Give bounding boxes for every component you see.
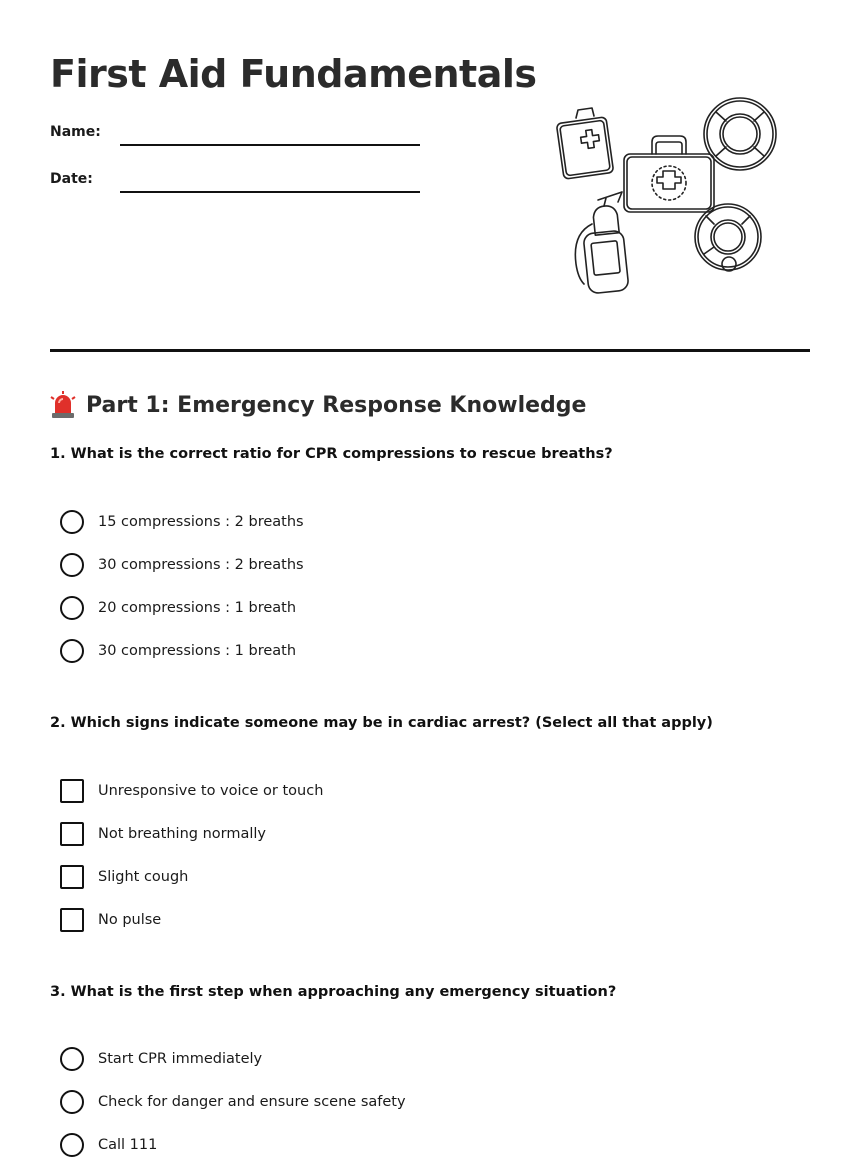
option-label: No pulse (98, 912, 162, 928)
option-label: 20 compressions : 1 breath (98, 600, 297, 616)
q3-option-2[interactable] (60, 1089, 406, 1115)
question-1: 1. What is the correct ratio for CPR compressions to rescue breaths? (50, 446, 613, 462)
radio-button[interactable] (60, 1090, 84, 1114)
medical-case-icon (624, 136, 714, 212)
first-aid-kit-icon (556, 108, 613, 179)
q1-option-1[interactable] (60, 509, 304, 535)
checkbox[interactable] (60, 779, 84, 803)
page-title: First Aid Fundamentals (50, 52, 537, 96)
radio-button[interactable] (60, 1047, 84, 1071)
option-label: Check for danger and ensure scene safety (98, 1094, 406, 1110)
q1-option-2[interactable] (60, 552, 304, 578)
date-field[interactable] (50, 169, 420, 199)
q1-option-4[interactable] (60, 638, 296, 664)
checkbox[interactable] (60, 908, 84, 932)
siren-icon (50, 391, 76, 419)
q2-option-1[interactable] (60, 778, 323, 804)
radio-button[interactable] (60, 1133, 84, 1157)
fire-extinguisher-icon (575, 192, 629, 294)
q2-option-4[interactable] (60, 907, 161, 933)
name-field[interactable] (50, 122, 420, 152)
name-label: Name: (50, 124, 101, 140)
checkbox[interactable] (60, 865, 84, 889)
option-label: 30 compressions : 2 breaths (98, 557, 304, 573)
radio-button[interactable] (60, 596, 84, 620)
first-aid-illustration (548, 92, 788, 298)
option-label: 30 compressions : 1 breath (98, 643, 297, 659)
option-label: 15 compressions : 2 breaths (98, 514, 304, 530)
option-label: Call 111 (98, 1137, 158, 1153)
date-label: Date: (50, 171, 93, 187)
part1-heading (50, 388, 586, 422)
option-label: Unresponsive to voice or touch (98, 783, 324, 799)
section-divider (50, 349, 810, 352)
life-ring-icon (695, 204, 761, 271)
radio-button[interactable] (60, 639, 84, 663)
q2-option-3[interactable] (60, 864, 188, 890)
q3-option-1[interactable] (60, 1046, 262, 1072)
name-input-line[interactable] (120, 144, 420, 146)
date-input-line[interactable] (120, 191, 420, 193)
checkbox[interactable] (60, 822, 84, 846)
radio-button[interactable] (60, 553, 84, 577)
q2-option-2[interactable] (60, 821, 266, 847)
option-label: Slight cough (98, 869, 189, 885)
question-3: 3. What is the first step when approaching any emergency situation? (50, 984, 617, 1000)
option-label: Not breathing normally (98, 826, 266, 842)
option-label: Start CPR immediately (98, 1051, 263, 1067)
question-2: 2. Which signs indicate someone may be in cardiac arrest? (Select all that apply) (50, 715, 713, 731)
q3-option-3[interactable] (60, 1132, 157, 1158)
part1-title: Part 1: Emergency Response Knowledge (86, 392, 587, 418)
radio-button[interactable] (60, 510, 84, 534)
life-buoy-icon (704, 98, 776, 170)
q1-option-3[interactable] (60, 595, 296, 621)
